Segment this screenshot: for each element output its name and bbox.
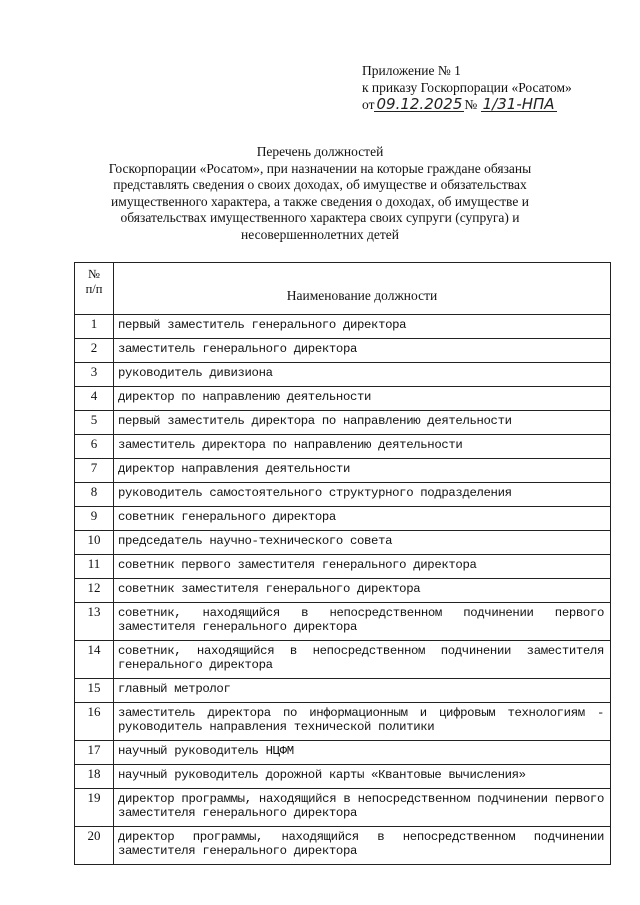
table-row <box>75 483 611 507</box>
table-row <box>75 579 611 603</box>
row-position-title: директор программы, находящийся в непосредственном подчинении первого заместителя генерального директора <box>114 789 611 827</box>
row-number: 3 <box>75 363 114 387</box>
header-position-name: Наименование должности <box>114 263 611 315</box>
table-row <box>75 507 611 531</box>
row-position-title: советник заместителя генерального директора <box>114 579 611 603</box>
appendix-line-1: Приложение № 1 <box>362 63 461 78</box>
row-number: 4 <box>75 387 114 411</box>
row-position-title: руководитель дивизиона <box>114 363 611 387</box>
header-number <box>75 263 114 315</box>
table-row <box>75 789 611 827</box>
row-number: 20 <box>75 827 114 865</box>
order-date: 09.12.2025 <box>376 95 463 113</box>
table-row <box>75 827 611 865</box>
row-number: 7 <box>75 459 114 483</box>
row-position-title: научный руководитель НЦФМ <box>114 741 611 765</box>
row-position-title: руководитель самостоятельного структурного подразделения <box>114 483 611 507</box>
order-number: 1/31-НПА <box>482 95 555 113</box>
row-number: 9 <box>75 507 114 531</box>
row-position-title: директор программы, находящийся в непосредственном подчинении заместителя генерального директора <box>114 827 611 865</box>
title-line-1: Перечень должностей <box>256 144 384 159</box>
table-row <box>75 679 611 703</box>
table-row <box>75 531 611 555</box>
from-label: от <box>362 97 375 112</box>
table-row <box>75 435 611 459</box>
row-position-title: советник, находящийся в непосредственном подчинении заместителя генерального директора <box>114 641 611 679</box>
positions-table <box>74 262 611 865</box>
row-number: 10 <box>75 531 114 555</box>
row-position-title: заместитель директора по информационным и цифровым технологиям - руководитель направления технической политики <box>114 703 611 741</box>
row-position-title: первый заместитель генерального директора <box>114 315 611 339</box>
row-position-title: научный руководитель дорожной карты «Квантовые вычисления» <box>114 765 611 789</box>
row-number: 8 <box>75 483 114 507</box>
table-row <box>75 387 611 411</box>
table-row <box>75 741 611 765</box>
row-number: 6 <box>75 435 114 459</box>
table-row <box>75 315 611 339</box>
appendix-line-2: к приказу Госкорпорации «Росатом» <box>362 80 572 95</box>
row-number: 13 <box>75 603 114 641</box>
header-number-sign: № <box>88 267 100 281</box>
row-position-title: заместитель генерального директора <box>114 339 611 363</box>
appendix-order-line <box>362 96 632 113</box>
row-number: 14 <box>75 641 114 679</box>
title-line-3: представлять сведения о своих доходах, об имуществе и обязательствах <box>113 177 527 193</box>
row-position-title: первый заместитель директора по направлению деятельности <box>114 411 611 435</box>
table-row <box>75 555 611 579</box>
header-number-abbr: п/п <box>85 282 103 296</box>
row-number: 12 <box>75 579 114 603</box>
table-row <box>75 411 611 435</box>
row-number: 2 <box>75 339 114 363</box>
row-number: 15 <box>75 679 114 703</box>
table-row <box>75 363 611 387</box>
table-row <box>75 703 611 741</box>
number-label: № <box>464 97 478 112</box>
row-position-title: главный метролог <box>114 679 611 703</box>
row-number: 17 <box>75 741 114 765</box>
row-position-title: заместитель директора по направлению деятельности <box>114 435 611 459</box>
table-row <box>75 459 611 483</box>
appendix-block <box>362 62 632 113</box>
row-position-title: советник, находящийся в непосредственном подчинении первого заместителя генерального директора <box>114 603 611 641</box>
title-line-4: имущественного характера, а также сведения о доходах, об имуществе и <box>111 193 529 209</box>
title-line-5: обязательствах имущественного характера своих супруги (супруга) и <box>120 210 520 226</box>
row-number: 19 <box>75 789 114 827</box>
row-number: 5 <box>75 411 114 435</box>
table-row <box>75 603 611 641</box>
row-position-title: советник первого заместителя генерального директора <box>114 555 611 579</box>
title-line-6: несовершеннолетних детей <box>241 226 399 242</box>
table-header-row <box>75 263 611 315</box>
row-position-title: председатель научно-технического совета <box>114 531 611 555</box>
row-number: 11 <box>75 555 114 579</box>
table-row <box>75 339 611 363</box>
row-number: 18 <box>75 765 114 789</box>
title-line-2: Госкорпорации «Росатом», при назначении на которые граждане обязаны <box>108 160 532 176</box>
row-number: 1 <box>75 315 114 339</box>
table-row <box>75 641 611 679</box>
row-position-title: директор направления деятельности <box>114 459 611 483</box>
row-position-title: директор по направлению деятельности <box>114 387 611 411</box>
document-title <box>100 144 540 244</box>
table-row <box>75 765 611 789</box>
row-number: 16 <box>75 703 114 741</box>
row-position-title: советник генерального директора <box>114 507 611 531</box>
